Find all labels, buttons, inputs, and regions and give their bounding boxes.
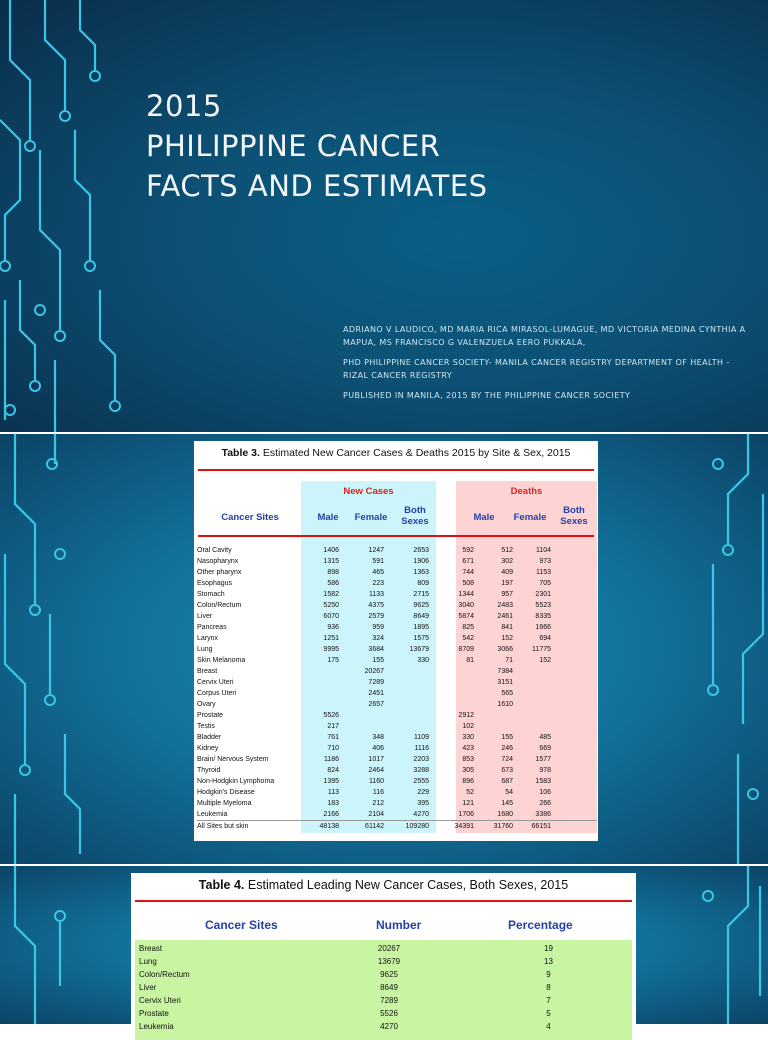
value-cell: 1153 bbox=[535, 569, 551, 576]
percentage-cell: 8 bbox=[546, 983, 551, 992]
table-row bbox=[197, 567, 597, 578]
value-cell: 5250 bbox=[323, 602, 339, 609]
value-cell: 152 bbox=[501, 635, 513, 642]
value-cell: 66151 bbox=[531, 823, 551, 830]
value-cell: 52 bbox=[466, 789, 474, 796]
value-cell: 824 bbox=[327, 767, 339, 774]
value-cell: 1906 bbox=[413, 558, 429, 565]
value-cell: 1133 bbox=[368, 591, 384, 598]
publication-line: PUBLISHED IN MANILA, 2015 BY THE PHILIPPINE CANCER SOCIETY bbox=[343, 391, 631, 400]
site-cell: Leukemia bbox=[139, 1022, 174, 1031]
table-row bbox=[197, 699, 597, 710]
title-divider bbox=[198, 469, 594, 471]
value-cell: 423 bbox=[462, 745, 474, 752]
value-cell: 1247 bbox=[368, 547, 384, 554]
value-cell: 2301 bbox=[535, 591, 551, 598]
value-cell: 2464 bbox=[368, 767, 384, 774]
value-cell: 2203 bbox=[413, 756, 429, 763]
table-row bbox=[197, 589, 597, 600]
site-cell: Colon/Rectum bbox=[139, 970, 190, 979]
value-cell: 1109 bbox=[413, 734, 429, 741]
value-cell: 687 bbox=[501, 778, 513, 785]
value-cell: 8649 bbox=[413, 613, 429, 620]
number-cell: 7289 bbox=[380, 996, 398, 1005]
circuit-decoration-left bbox=[0, 866, 100, 1024]
value-cell: 217 bbox=[327, 723, 339, 730]
female-header: Female bbox=[354, 512, 388, 523]
value-cell: 1895 bbox=[413, 624, 429, 631]
value-cell: 957 bbox=[501, 591, 513, 598]
table-3-body bbox=[197, 545, 597, 831]
percentage-cell: 4 bbox=[546, 1022, 551, 1031]
table-row bbox=[197, 754, 597, 765]
value-cell: 705 bbox=[539, 580, 551, 587]
value-cell: 8335 bbox=[535, 613, 551, 620]
value-cell bbox=[339, 721, 384, 732]
value-cell bbox=[513, 721, 551, 732]
value-cell: 4375 bbox=[368, 602, 384, 609]
value-cell: 542 bbox=[462, 635, 474, 642]
value-cell: 724 bbox=[501, 756, 513, 763]
value-cell: 113 bbox=[327, 789, 339, 796]
value-cell: 1363 bbox=[413, 569, 429, 576]
value-cell: 330 bbox=[462, 734, 474, 741]
value-cell: 81 bbox=[466, 657, 474, 664]
table-row bbox=[139, 968, 629, 981]
value-cell: 305 bbox=[462, 767, 474, 774]
site-cell: Prostate bbox=[197, 712, 224, 719]
value-cell bbox=[441, 677, 474, 688]
table-row bbox=[197, 820, 597, 831]
number-cell: 9625 bbox=[380, 970, 398, 979]
table-row bbox=[197, 710, 597, 721]
value-cell: 48138 bbox=[319, 823, 339, 830]
value-cell: 565 bbox=[501, 690, 513, 697]
table-row bbox=[197, 765, 597, 776]
value-cell: 409 bbox=[501, 569, 513, 576]
site-cell: Larynx bbox=[197, 635, 219, 642]
value-cell: 1344 bbox=[458, 591, 474, 598]
value-cell: 1315 bbox=[323, 558, 339, 565]
site-cell: Bladder bbox=[197, 734, 222, 741]
value-cell: 896 bbox=[462, 778, 474, 785]
table-row bbox=[197, 578, 597, 589]
value-cell: 229 bbox=[417, 789, 429, 796]
value-cell: 825 bbox=[462, 624, 474, 631]
value-cell: 155 bbox=[501, 734, 513, 741]
table-row bbox=[197, 655, 597, 666]
value-cell: 5874 bbox=[458, 613, 474, 620]
value-cell: 978 bbox=[539, 767, 551, 774]
table-row bbox=[139, 955, 629, 968]
value-cell: 465 bbox=[372, 569, 384, 576]
value-cell: 11775 bbox=[532, 646, 551, 653]
title-slide bbox=[0, 0, 768, 432]
table-4-body bbox=[139, 942, 629, 1033]
table-row bbox=[197, 743, 597, 754]
value-cell: 853 bbox=[462, 756, 474, 763]
value-cell: 591 bbox=[372, 558, 384, 565]
circuit-decoration-left bbox=[0, 434, 100, 864]
value-cell: 485 bbox=[539, 734, 551, 741]
number-cell: 13679 bbox=[377, 957, 401, 966]
value-cell: 20267 bbox=[364, 668, 384, 675]
value-cell: 1583 bbox=[535, 778, 551, 785]
value-cell: 936 bbox=[327, 624, 339, 631]
value-cell: 761 bbox=[327, 734, 339, 741]
site-cell: Nasopharynx bbox=[197, 558, 239, 565]
value-cell: 106 bbox=[539, 789, 551, 796]
value-cell: 2166 bbox=[323, 811, 339, 818]
number-cell: 5526 bbox=[380, 1009, 398, 1018]
table-row bbox=[139, 1007, 629, 1020]
site-cell: Liver bbox=[197, 613, 213, 620]
deaths-header: Deaths bbox=[510, 486, 543, 497]
value-cell: 673 bbox=[501, 767, 513, 774]
site-cell: Non-Hodgkin Lymphoma bbox=[197, 778, 275, 785]
value-cell: 7289 bbox=[368, 679, 384, 686]
value-cell: 3066 bbox=[497, 646, 513, 653]
value-cell: 324 bbox=[372, 635, 384, 642]
value-cell: 3151 bbox=[497, 679, 513, 686]
value-cell: 7384 bbox=[497, 668, 513, 675]
site-cell: Other pharynx bbox=[197, 569, 242, 576]
value-cell: 6070 bbox=[323, 613, 339, 620]
site-cell: Skin Melanoma bbox=[197, 657, 246, 664]
value-cell: 1160 bbox=[368, 778, 384, 785]
value-cell: 2104 bbox=[368, 811, 384, 818]
value-cell: 1186 bbox=[323, 756, 339, 763]
value-cell bbox=[384, 666, 429, 677]
value-cell: 8709 bbox=[458, 646, 474, 653]
value-cell: 145 bbox=[501, 800, 513, 807]
value-cell bbox=[384, 710, 429, 721]
percentage-cell: 13 bbox=[544, 957, 553, 966]
title-line-year: 2015 bbox=[146, 89, 222, 123]
table-row bbox=[197, 666, 597, 677]
site-cell: Prostate bbox=[139, 1009, 169, 1018]
authors-line: ADRIANO V LAUDICO, MD MARIA RICA MIRASOL-LUMAGUE, MD VICTORIA MEDINA CYNTHIA A MAPUA, MS FRANCISCO G VALENZUELA EERO PUKKALA, bbox=[343, 325, 746, 347]
value-cell: 116 bbox=[372, 789, 384, 796]
value-cell: 223 bbox=[372, 580, 384, 587]
value-cell: 3684 bbox=[368, 646, 384, 653]
value-cell: 1610 bbox=[497, 701, 513, 708]
value-cell: 4270 bbox=[413, 811, 429, 818]
value-cell: 2461 bbox=[497, 613, 513, 620]
value-cell: 1575 bbox=[413, 635, 429, 642]
value-cell: 2912 bbox=[458, 712, 474, 719]
value-cell: 898 bbox=[327, 569, 339, 576]
site-cell: Pancreas bbox=[197, 624, 227, 631]
table-row bbox=[197, 556, 597, 567]
number-cell: 4270 bbox=[380, 1022, 398, 1031]
value-cell: 592 bbox=[462, 547, 474, 554]
percentage-cell: 19 bbox=[544, 944, 553, 953]
value-cell: 973 bbox=[539, 558, 551, 565]
site-cell: Colon/Rectum bbox=[197, 602, 242, 609]
presentation-title bbox=[146, 86, 488, 206]
value-cell: 9625 bbox=[413, 602, 429, 609]
value-cell: 671 bbox=[462, 558, 474, 565]
value-cell: 155 bbox=[372, 657, 384, 664]
table-row bbox=[197, 787, 597, 798]
table-row bbox=[197, 677, 597, 688]
number-cell: 8649 bbox=[380, 983, 398, 992]
value-cell bbox=[513, 688, 551, 699]
value-cell bbox=[513, 666, 551, 677]
male-header: Male bbox=[317, 512, 339, 523]
site-cell: Oral Cavity bbox=[197, 547, 232, 554]
site-cell: Breast bbox=[139, 944, 163, 953]
site-cell: Breast bbox=[197, 668, 218, 675]
value-cell: 5526 bbox=[323, 712, 339, 719]
value-cell: 1116 bbox=[414, 745, 429, 752]
value-cell: 809 bbox=[417, 580, 429, 587]
table-row bbox=[197, 600, 597, 611]
site-cell: Cervix Uteri bbox=[197, 679, 234, 686]
value-cell: 13679 bbox=[409, 646, 429, 653]
value-cell: 508 bbox=[462, 580, 474, 587]
value-cell bbox=[513, 699, 551, 710]
value-cell: 1104 bbox=[535, 547, 551, 554]
table-row bbox=[139, 994, 629, 1007]
deaths-female-header: Female bbox=[513, 512, 547, 523]
value-cell: 694 bbox=[539, 635, 551, 642]
value-cell bbox=[384, 688, 429, 699]
value-cell: 1706 bbox=[458, 811, 474, 818]
value-cell bbox=[384, 677, 429, 688]
site-cell: Corpus Uteri bbox=[197, 690, 237, 697]
value-cell: 109280 bbox=[405, 823, 429, 830]
table-row bbox=[197, 688, 597, 699]
value-cell: 841 bbox=[501, 624, 513, 631]
value-cell: 395 bbox=[417, 800, 429, 807]
site-cell: Hodgkin's Disease bbox=[197, 789, 255, 796]
value-cell: 34391 bbox=[454, 823, 474, 830]
table-4 bbox=[131, 873, 636, 1033]
site-cell: Lung bbox=[197, 646, 213, 653]
value-cell: 1680 bbox=[497, 811, 513, 818]
value-cell: 212 bbox=[372, 800, 384, 807]
number-header: Number bbox=[376, 918, 422, 932]
value-cell: 3040 bbox=[458, 602, 474, 609]
value-cell bbox=[384, 721, 429, 732]
value-cell bbox=[297, 699, 339, 710]
value-cell: 61142 bbox=[365, 823, 384, 830]
value-cell bbox=[384, 699, 429, 710]
table-4-title: Table 4. Estimated Leading New Cancer Cases, Both Sexes, 2015 bbox=[198, 878, 569, 892]
site-cell: Stomach bbox=[197, 591, 225, 598]
deaths-male-header: Male bbox=[473, 512, 495, 523]
table-row bbox=[139, 1020, 629, 1033]
percentage-cell: 9 bbox=[546, 970, 551, 979]
value-cell: 3288 bbox=[413, 767, 429, 774]
value-cell: 31760 bbox=[493, 823, 513, 830]
value-cell: 266 bbox=[539, 800, 551, 807]
value-cell: 102 bbox=[462, 723, 474, 730]
site-cell: Lung bbox=[139, 957, 157, 966]
value-cell: 152 bbox=[539, 657, 551, 664]
site-cell: Testis bbox=[197, 723, 215, 730]
value-cell: 2555 bbox=[413, 778, 429, 785]
site-cell: Brain/ Nervous System bbox=[197, 756, 269, 763]
value-cell: 1395 bbox=[323, 778, 339, 785]
site-cell: Liver bbox=[139, 983, 157, 992]
cancer-sites-header: Cancer Sites bbox=[221, 512, 279, 523]
value-cell bbox=[474, 710, 513, 721]
table4-slide bbox=[0, 866, 768, 1031]
value-cell: 1577 bbox=[535, 756, 551, 763]
value-cell bbox=[297, 688, 339, 699]
affiliations-line: PHD PHILIPPINE CANCER SOCIETY- MANILA CANCER REGISTRY DEPARTMENT OF HEALTH - RIZAL CANCER REGISTRY bbox=[343, 358, 730, 380]
value-cell: 1406 bbox=[323, 547, 339, 554]
value-cell: 3386 bbox=[535, 811, 551, 818]
value-cell bbox=[513, 710, 551, 721]
value-cell: 348 bbox=[372, 734, 384, 741]
table-row bbox=[197, 809, 597, 820]
value-cell: 959 bbox=[372, 624, 384, 631]
site-cell: Thyroid bbox=[197, 767, 221, 774]
header-divider bbox=[198, 535, 594, 537]
title-line-2: PHILIPPINE CANCER bbox=[146, 129, 441, 163]
table-row bbox=[197, 545, 597, 556]
table-row bbox=[139, 942, 629, 955]
title-line-3: FACTS AND ESTIMATES bbox=[146, 169, 488, 203]
table-3-title: Table 3. Estimated New Cancer Cases & Deaths 2015 by Site & Sex, 2015 bbox=[221, 447, 571, 459]
table-row bbox=[197, 732, 597, 743]
table3-slide bbox=[0, 434, 768, 864]
value-cell: 330 bbox=[417, 657, 429, 664]
table-row bbox=[197, 622, 597, 633]
value-cell: 9995 bbox=[323, 646, 339, 653]
percentage-cell: 7 bbox=[546, 996, 551, 1005]
site-cell: Ovary bbox=[197, 701, 216, 708]
authors-credits bbox=[343, 323, 753, 409]
table-row bbox=[197, 633, 597, 644]
value-cell bbox=[441, 666, 474, 677]
table-row bbox=[139, 981, 629, 994]
deaths-both-sexes-header: Both Sexes bbox=[560, 505, 588, 527]
value-cell: 710 bbox=[327, 745, 339, 752]
title-divider bbox=[135, 900, 632, 902]
value-cell: 406 bbox=[372, 745, 384, 752]
circuit-decoration-right bbox=[668, 866, 768, 1024]
site-cell: Kidney bbox=[197, 745, 219, 752]
value-cell: 71 bbox=[505, 657, 513, 664]
site-cell: All Sites but skin bbox=[197, 823, 249, 830]
table-row bbox=[197, 798, 597, 809]
new-cases-header: New Cases bbox=[343, 486, 394, 497]
value-cell bbox=[441, 688, 474, 699]
value-cell: 54 bbox=[505, 789, 513, 796]
site-cell: Esophagus bbox=[197, 580, 233, 587]
value-cell bbox=[474, 721, 513, 732]
value-cell: 1666 bbox=[535, 624, 551, 631]
value-cell: 2483 bbox=[497, 602, 513, 609]
value-cell: 1251 bbox=[323, 635, 339, 642]
value-cell bbox=[297, 666, 339, 677]
site-cell: Leukemia bbox=[197, 811, 228, 818]
value-cell: 1017 bbox=[368, 756, 384, 763]
both-sexes-header: Both Sexes bbox=[401, 505, 429, 527]
value-cell bbox=[339, 710, 384, 721]
site-cell: Cervix Uteri bbox=[139, 996, 181, 1005]
value-cell: 2653 bbox=[413, 547, 429, 554]
number-cell: 20267 bbox=[377, 944, 401, 953]
value-cell: 2451 bbox=[368, 690, 384, 697]
circuit-decoration-right bbox=[668, 434, 768, 864]
value-cell bbox=[297, 677, 339, 688]
value-cell: 2657 bbox=[368, 701, 384, 708]
value-cell bbox=[441, 699, 474, 710]
value-cell: 197 bbox=[501, 580, 513, 587]
value-cell: 183 bbox=[327, 800, 339, 807]
value-cell: 5523 bbox=[535, 602, 551, 609]
table-3 bbox=[194, 441, 598, 841]
table-row bbox=[197, 776, 597, 787]
table-row bbox=[197, 611, 597, 622]
table-row bbox=[197, 644, 597, 655]
value-cell: 302 bbox=[501, 558, 513, 565]
value-cell: 586 bbox=[327, 580, 339, 587]
value-cell: 2579 bbox=[368, 613, 384, 620]
value-cell bbox=[513, 677, 551, 688]
site-cell: Multiple Myeloma bbox=[197, 800, 252, 807]
percentage-header: Percentage bbox=[508, 918, 573, 932]
circuit-decoration-left bbox=[0, 0, 130, 432]
value-cell: 744 bbox=[462, 569, 474, 576]
value-cell: 669 bbox=[539, 745, 551, 752]
value-cell: 2715 bbox=[413, 591, 429, 598]
cancer-sites-header: Cancer Sites bbox=[205, 918, 278, 932]
value-cell: 1582 bbox=[323, 591, 339, 598]
value-cell: 175 bbox=[327, 657, 339, 664]
value-cell: 121 bbox=[462, 800, 474, 807]
table-row bbox=[197, 721, 597, 732]
value-cell: 512 bbox=[501, 547, 513, 554]
percentage-cell: 5 bbox=[546, 1009, 551, 1018]
value-cell: 246 bbox=[501, 745, 513, 752]
